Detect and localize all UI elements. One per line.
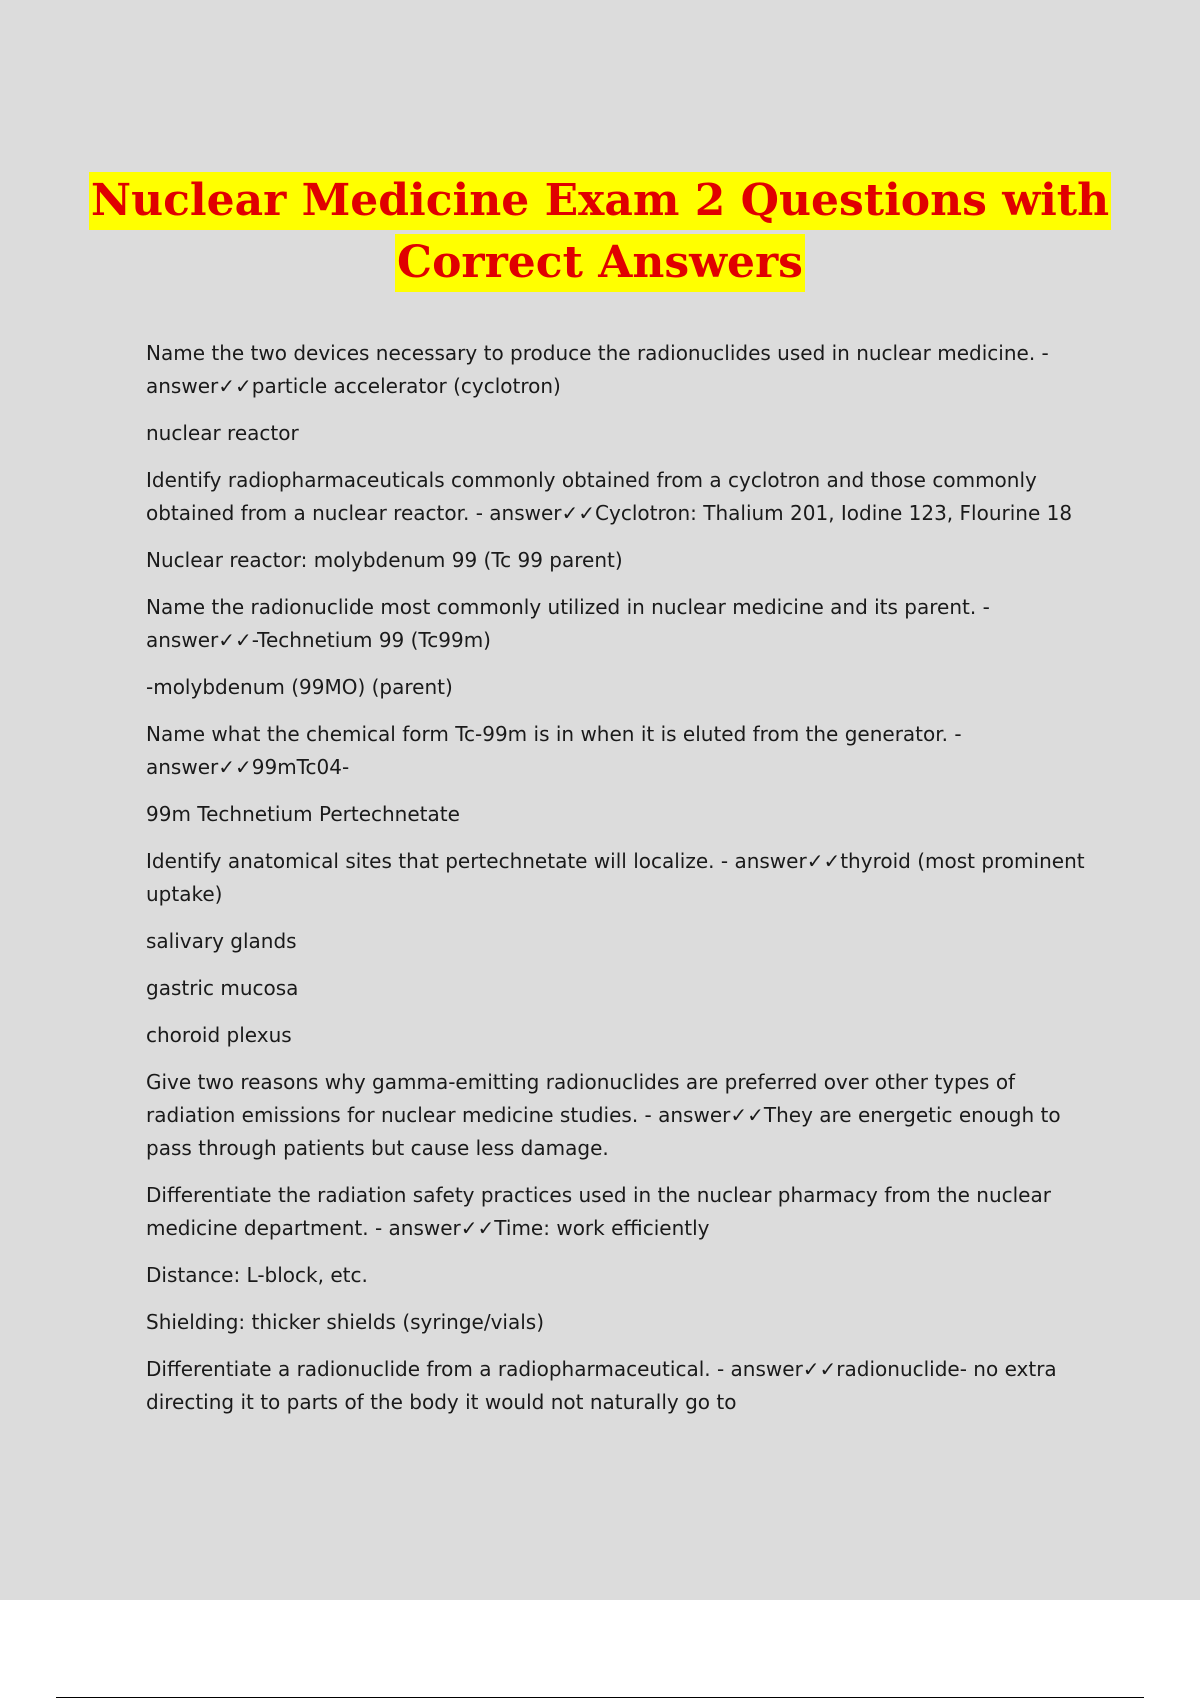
paragraph: Name the two devices necessary to produce the radionuclides used in nuclear medicine. - answer✓✓particle accelerator (cyclotron)	[146, 341, 1049, 398]
paragraph: Name the radionuclide most commonly utilized in nuclear medicine and its parent. - answer✓✓-Technetium 99 (Tc99m)	[146, 595, 990, 652]
page-divider	[56, 1697, 1144, 1698]
paragraph: Nuclear reactor: molybdenum 99 (Tc 99 parent)	[146, 548, 623, 572]
paragraph: -molybdenum (99MO) (parent)	[146, 675, 453, 699]
title-line-1: Nuclear Medicine Exam 2 Questions with	[89, 172, 1111, 230]
paragraph: Differentiate the radiation safety practices used in the nuclear pharmacy from the nuclear medicine department. - answer✓✓Time: work efficiently	[146, 1183, 1051, 1240]
paragraph: Shielding: thicker shields (syringe/vials)	[146, 1310, 544, 1334]
paragraph: Differentiate a radionuclide from a radiopharmaceutical. - answer✓✓radionuclide- no extra directing it to parts of the body it would not naturally go to	[146, 1357, 1057, 1414]
paragraph: nuclear reactor	[146, 421, 299, 445]
paragraph: Identify radiopharmaceuticals commonly obtained from a cyclotron and those commonly obtained from a nuclear reactor. - answer✓✓Cyclotron: Thalium 201, Iodine 123, Flourine 18	[146, 468, 1073, 525]
paragraph: Give two reasons why gamma-emitting radionuclides are preferred over other types of radiation emissions for nuclear medicine studies. - answer✓✓They are energetic enough to pass through patients but cause less damage.	[146, 1070, 1061, 1160]
paragraph: gastric mucosa	[146, 976, 299, 1000]
document-title	[0, 170, 1200, 294]
document-body	[146, 337, 1086, 1433]
paragraph: Distance: L-block, etc.	[146, 1263, 368, 1287]
paragraph: choroid plexus	[146, 1023, 292, 1047]
title-line-2: Correct Answers	[395, 234, 805, 292]
paragraph: 99m Technetium Pertechnetate	[146, 802, 460, 826]
paragraph: Identify anatomical sites that pertechnetate will localize. - answer✓✓thyroid (most prominent uptake)	[146, 849, 1085, 906]
paragraph: salivary glands	[146, 929, 297, 953]
paragraph: Name what the chemical form Tc-99m is in when it is eluted from the generator. - answer✓✓99mTc04-	[146, 722, 962, 779]
